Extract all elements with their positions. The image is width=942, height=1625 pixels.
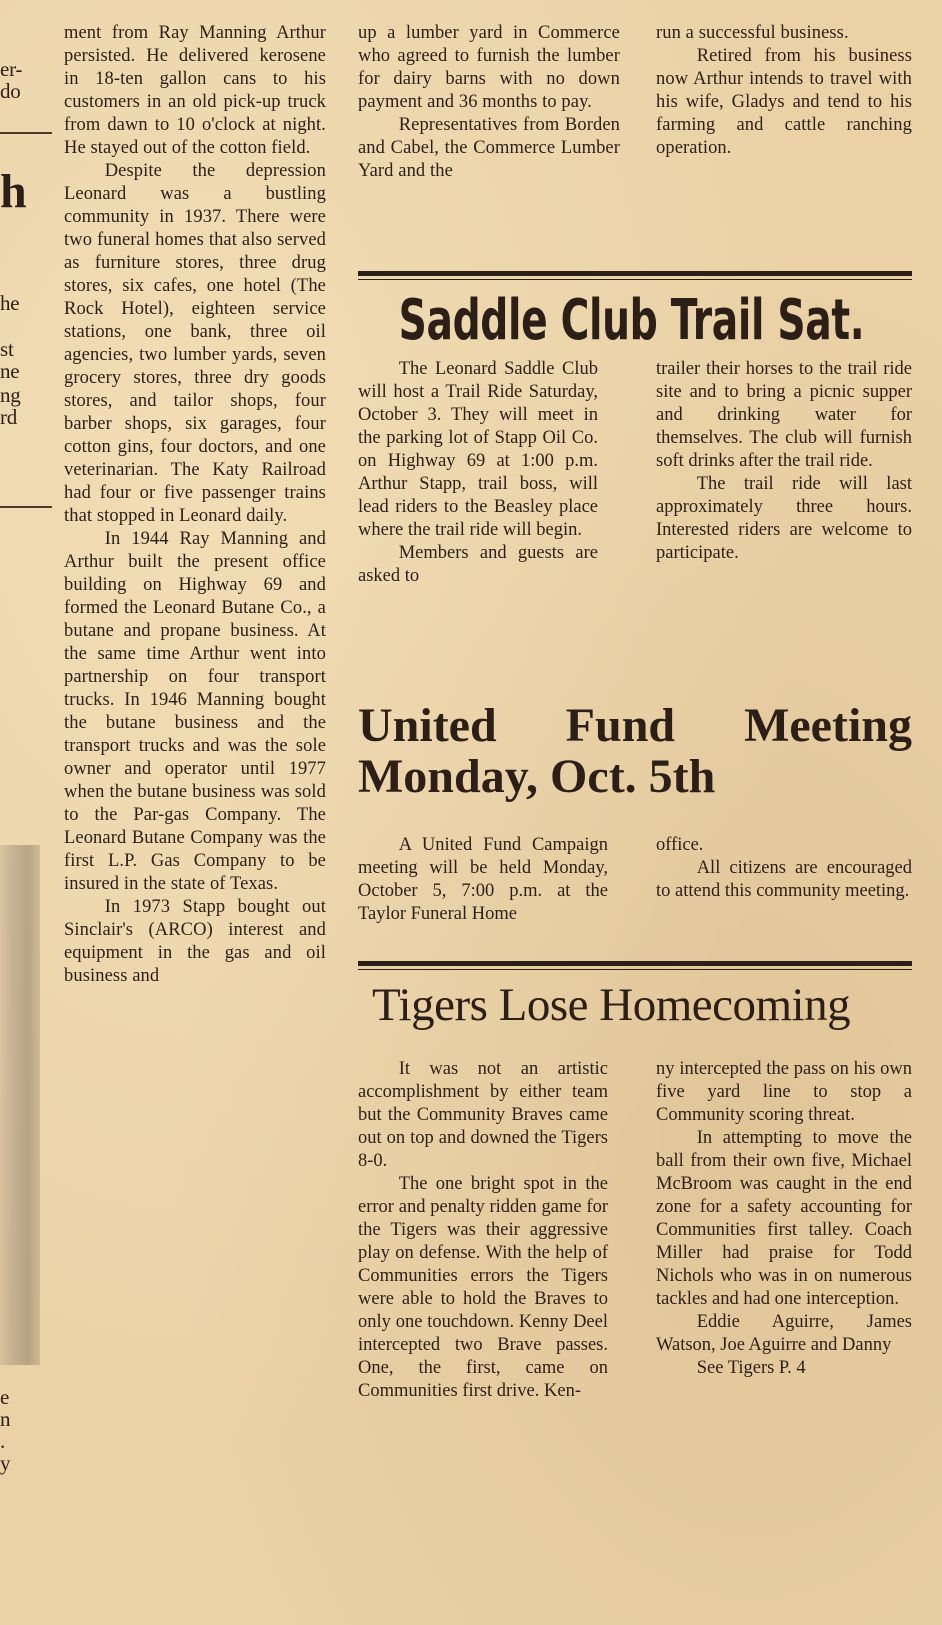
paragraph: office. bbox=[656, 835, 704, 855]
paragraph: Retired from his business now Arthur intends to travel with his wife, Gladys and tend to his farming and cattle ranching operation. bbox=[656, 46, 912, 158]
edge-text: rd bbox=[0, 405, 18, 429]
paragraph: All citizens are encouraged to attend this community meeting. bbox=[656, 858, 912, 901]
section-rule bbox=[358, 961, 912, 966]
paragraph: The one bright spot in the error and penalty ridden game for the Tigers was their aggressive play on defense. With the help of Communities errors the Tigers were able to hold the Braves to only one touchdown. Kenny Deel intercepted two Brave passes. One, the first, came on Communities first drive. Ken- bbox=[358, 1174, 608, 1401]
edge-text: n bbox=[0, 1407, 11, 1431]
paragraph: In attempting to move the ball from their own five, Michael McBroom was caught in the end zone for a safety accounting for Communities first talley. Coach Miller had praise for Todd Nichols who was in on numerous tackles and had one interception. bbox=[656, 1128, 912, 1309]
edge-text: st bbox=[0, 337, 14, 361]
jump-line: See Tigers P. 4 bbox=[696, 1358, 806, 1378]
tigers-headline: Tigers Lose Homecoming bbox=[372, 979, 851, 1031]
united-fund-column-right bbox=[656, 834, 912, 903]
paragraph: Members and guests are asked to bbox=[358, 543, 598, 586]
saddle-club-column-left bbox=[358, 358, 598, 588]
edge-text: do bbox=[0, 79, 21, 103]
edge-text: er- bbox=[0, 57, 23, 81]
saddle-club-column-right bbox=[656, 358, 912, 565]
paragraph: Despite the depression Leonard was a bustling community in 1937. There were two funeral homes that also served as furniture stores, three drug stores, six cafes, one hotel (The Rock Hotel), eighteen service stations, one bank, three oil agencies, two lumber yards, seven grocery stores, three dry goods stores, and tailor shops, four barber shops, six garages, four cotton gins, four doctors, and one veterinarian. The Katy Railroad had four or five passenger trains that stopped in Leonard daily. bbox=[64, 161, 326, 526]
paragraph: The Leonard Saddle Club will host a Trail Ride Saturday, October 3. They will meet in the parking lot of Stapp Oil Co. on Highway 69 at 1:00 p.m. Arthur Stapp, trail boss, will lead riders to the Beasley place where the trail ride will begin. bbox=[358, 359, 598, 540]
edge-text: he bbox=[0, 291, 20, 315]
united-fund-column-left bbox=[358, 834, 608, 926]
story-column-1 bbox=[64, 22, 326, 988]
edge-text: . bbox=[0, 1429, 6, 1453]
united-fund-headline bbox=[358, 700, 912, 802]
edge-rule bbox=[0, 506, 52, 508]
headline-line-1: United Fund Meeting bbox=[358, 699, 912, 752]
photo-fragment bbox=[0, 845, 40, 1365]
edge-text: y bbox=[0, 1451, 11, 1475]
paragraph: trailer their horses to the trail ride site and to bring a picnic supper and drinking water for themselves. The club will furnish soft drinks after the trail ride. bbox=[656, 359, 912, 471]
paragraph: A United Fund Campaign meeting will be held Monday, October 5, 7:00 p.m. at the Taylor Funeral Home bbox=[358, 835, 608, 924]
edge-text: ne bbox=[0, 359, 20, 383]
edge-rule bbox=[0, 132, 52, 134]
paragraph: In 1944 Ray Manning and Arthur built the present office building on Highway 69 and formed the Leonard Butane Co., a butane and propane business. At the same time Arthur went into partnership on four transport trucks. In 1946 Manning bought the butane business and the transport trucks and was the sole owner and operator until 1977 when the butane business was sold to the Par-gas Company. The Leonard Butane Company was the first L.P. Gas Company to be insured in the state of Texas. bbox=[64, 529, 326, 894]
section-rule bbox=[358, 969, 912, 970]
tigers-column-right bbox=[656, 1058, 912, 1380]
paragraph: Representatives from Borden and Cabel, the Commerce Lumber Yard and the bbox=[358, 115, 620, 181]
section-rule bbox=[358, 279, 912, 280]
paragraph: run a successful business. bbox=[656, 23, 849, 43]
story-column-2-top bbox=[358, 22, 620, 183]
story-column-3-top bbox=[656, 22, 912, 160]
paragraph: It was not an artistic accomplishment by either team but the Community Braves came out on top and downed the Tigers 8-0. bbox=[358, 1059, 608, 1171]
edge-headline-fragment: h bbox=[0, 165, 27, 218]
saddle-club-headline: Saddle Club Trail Sat. bbox=[398, 288, 865, 353]
paragraph: ny intercepted the pass on his own five yard line to stop a Community scoring threat. bbox=[656, 1059, 912, 1125]
section-rule bbox=[358, 271, 912, 276]
edge-text: ng bbox=[0, 383, 21, 407]
paragraph: ment from Ray Manning Arthur persisted. He delivered kerosene in 18-ten gallon cans to his customers in an old pick-up truck from dawn to 10 o'clock at night. He stayed out of the cotton field. bbox=[64, 23, 326, 158]
paragraph: In 1973 Stapp bought out Sinclair's (ARCO) interest and equipment in the gas and oil business and bbox=[64, 897, 326, 986]
headline-line-2: Monday, Oct. 5th bbox=[358, 750, 716, 803]
edge-text: e bbox=[0, 1385, 10, 1409]
paragraph: Eddie Aguirre, James Watson, Joe Aguirre and Danny bbox=[656, 1312, 912, 1355]
paragraph: The trail ride will last approximately three hours. Interested riders are welcome to participate. bbox=[656, 474, 912, 563]
adjacent-column-fragment bbox=[0, 0, 52, 1625]
paragraph: up a lumber yard in Commerce who agreed to furnish the lumber for dairy barns with no down payment and 36 months to pay. bbox=[358, 23, 620, 112]
tigers-column-left bbox=[358, 1058, 608, 1403]
